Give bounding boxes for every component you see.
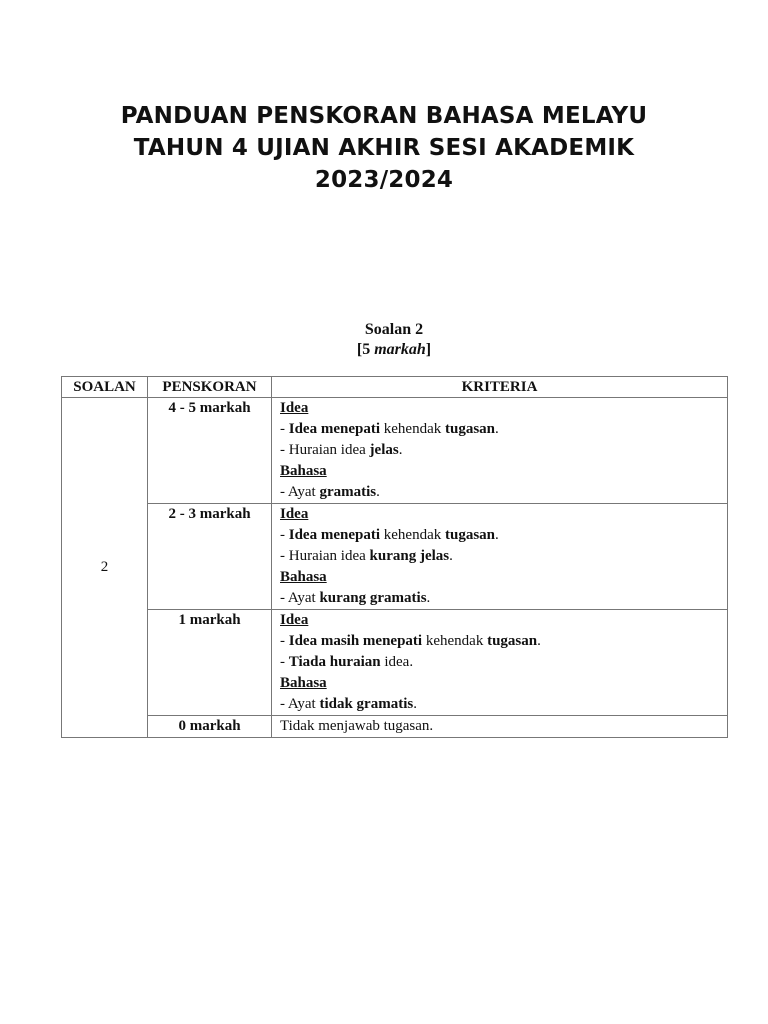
criteria-text: . <box>376 484 380 500</box>
criteria-text: idea. <box>380 654 414 670</box>
title-line-1: PANDUAN PENSKORAN BAHASA MELAYU <box>120 103 648 129</box>
criteria-keyword: tugasan <box>444 527 496 543</box>
criteria-text: . <box>537 633 541 649</box>
criteria-keyword: kurang jelas <box>369 548 450 564</box>
table-row <box>62 504 728 610</box>
criteria-text: - Ayat <box>280 696 320 712</box>
criteria-keyword: jelas <box>369 442 399 458</box>
criteria-keyword: Idea menepati <box>288 421 380 437</box>
criteria-keyword: tugasan <box>444 421 496 437</box>
criteria-bahasa-heading: Bahasa <box>280 463 327 479</box>
criteria-line <box>280 652 721 673</box>
score-cell: 1 markah <box>148 610 272 716</box>
criteria-line: Tidak menjawab tugasan. <box>280 718 434 734</box>
criteria-idea-heading: Idea <box>280 612 309 628</box>
criteria-text: kehendak <box>422 633 488 649</box>
criteria-keyword: tugasan <box>487 633 538 649</box>
criteria-cell <box>272 504 728 610</box>
criteria-text: . <box>413 696 417 712</box>
table-row <box>62 716 728 738</box>
criteria-text: - Ayat <box>280 484 320 500</box>
criteria-keyword: Idea masih menepati <box>288 633 423 649</box>
criteria-keyword: tidak gramatis <box>319 696 414 712</box>
criteria-idea-heading: Idea <box>280 506 309 522</box>
marks-close: ] <box>425 341 432 358</box>
table-header-row <box>62 377 728 398</box>
marks-word: markah <box>374 341 426 358</box>
marks-open: [5 <box>356 341 375 358</box>
criteria-text: - Ayat <box>280 590 320 606</box>
criteria-cell <box>272 716 728 738</box>
score-cell: 4 - 5 markah <box>148 398 272 504</box>
criteria-text: . <box>495 421 499 437</box>
criteria-text: - Huraian idea <box>280 442 370 458</box>
score-cell: 0 markah <box>148 716 272 738</box>
header-penskoran: PENSKORAN <box>148 377 272 398</box>
criteria-cell <box>272 398 728 504</box>
criteria-cell <box>272 610 728 716</box>
scoring-table <box>61 376 728 738</box>
criteria-bahasa-heading: Bahasa <box>280 569 327 585</box>
criteria-text: . <box>495 527 499 543</box>
criteria-text: . <box>398 442 403 458</box>
criteria-keyword: Tiada huraian <box>288 654 381 670</box>
score-cell: 2 - 3 markah <box>148 504 272 610</box>
criteria-keyword: Idea menepati <box>288 527 380 543</box>
page-title <box>40 100 728 196</box>
criteria-text: . <box>449 548 453 564</box>
criteria-text: - <box>280 421 289 437</box>
title-line-2: TAHUN 4 UJIAN AKHIR SESI AKADEMIK <box>133 135 635 161</box>
criteria-line <box>280 694 721 715</box>
criteria-text: kehendak <box>380 421 445 437</box>
criteria-text: kehendak <box>380 527 445 543</box>
criteria-line <box>280 440 721 461</box>
question-heading: Soalan 2 <box>364 321 424 338</box>
question-number-cell: 2 <box>62 398 148 738</box>
criteria-line <box>280 525 721 546</box>
criteria-idea-heading: Idea <box>280 400 309 416</box>
criteria-line <box>280 482 721 503</box>
header-soalan: SOALAN <box>62 377 148 398</box>
criteria-bahasa-heading: Bahasa <box>280 675 327 691</box>
title-line-3: 2023/2024 <box>314 167 454 193</box>
criteria-line <box>280 631 721 652</box>
criteria-line <box>280 546 721 567</box>
criteria-text: - <box>280 654 289 670</box>
table-row <box>62 610 728 716</box>
question-marks <box>61 340 727 360</box>
question-section <box>61 320 727 738</box>
criteria-line <box>280 419 721 440</box>
criteria-keyword: kurang gramatis <box>319 590 427 606</box>
criteria-text: - <box>280 527 289 543</box>
table-row <box>62 398 728 504</box>
criteria-line <box>280 588 721 609</box>
criteria-keyword: gramatis <box>319 484 377 500</box>
criteria-text: . <box>426 590 431 606</box>
header-kriteria: KRITERIA <box>272 377 728 398</box>
criteria-text: - <box>280 633 289 649</box>
criteria-text: - Huraian idea <box>280 548 370 564</box>
table-body <box>62 398 728 738</box>
